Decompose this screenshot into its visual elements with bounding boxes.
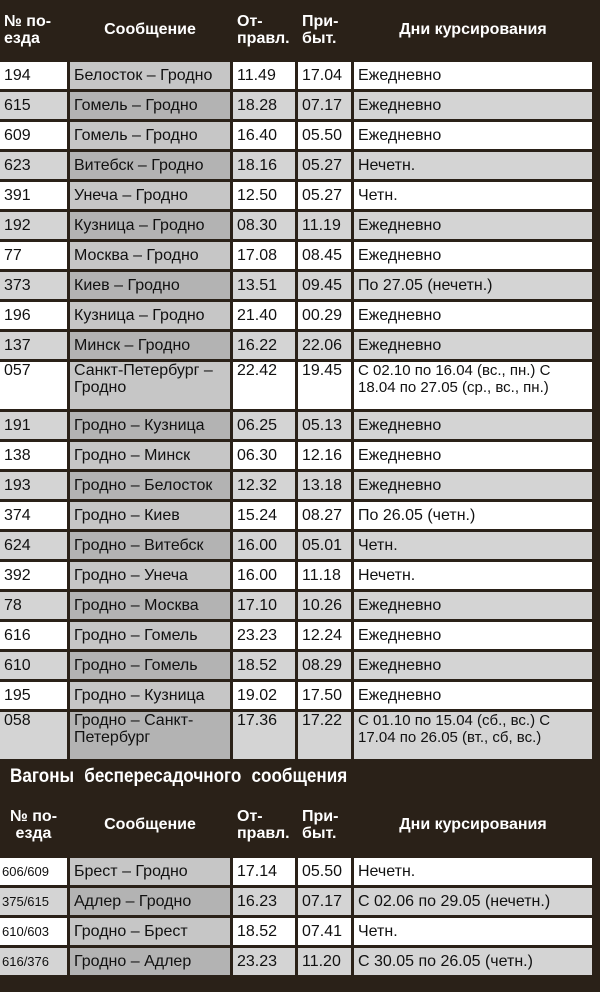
cell-days: Нечетн. [354,858,592,888]
cell-route: Санкт-Петербург – Гродно [70,362,233,412]
cell-arr: 10.26 [298,592,354,622]
cell-dep: 18.52 [233,652,298,682]
cell-route: Брест – Гродно [70,858,233,888]
cell-num: 195 [0,682,70,712]
cell-route: Гродно – Киев [70,502,233,532]
cell-route: Гродно – Витебск [70,532,233,562]
header-days: Дни курсирования [354,794,592,858]
table-row [0,712,592,762]
cell-days: Ежедневно [354,242,592,272]
table-row [0,562,592,592]
cell-num: 193 [0,472,70,502]
cell-route: Гродно – Кузница [70,682,233,712]
cell-days: По 27.05 (нечетн.) [354,272,592,302]
cell-days: Ежедневно [354,622,592,652]
cell-arr: 07.17 [298,888,354,918]
table-row [0,592,592,622]
cell-arr: 05.27 [298,182,354,212]
cell-arr: 11.19 [298,212,354,242]
cell-arr: 00.29 [298,302,354,332]
cell-num: 191 [0,412,70,442]
cell-arr: 07.41 [298,918,354,948]
table-row [0,472,592,502]
cell-dep: 17.08 [233,242,298,272]
cell-num: 606/609 [0,858,70,888]
cell-route: Киев – Гродно [70,272,233,302]
cell-days: С 02.10 по 16.04 (вс., пн.) С 18.04 по 27.05 (ср., вс., пн.) [354,362,592,412]
table-row [0,918,592,948]
cell-arr: 09.45 [298,272,354,302]
cell-dep: 16.22 [233,332,298,362]
cell-dep: 18.52 [233,918,298,948]
cell-route: Адлер – Гродно [70,888,233,918]
cell-dep: 16.23 [233,888,298,918]
cell-dep: 06.25 [233,412,298,442]
header-departure: От-правл. [233,794,298,858]
cell-dep: 17.10 [233,592,298,622]
cell-num: 392 [0,562,70,592]
header-train-number: № по-езда [0,0,70,62]
cell-route: Москва – Гродно [70,242,233,272]
cell-arr: 17.22 [298,712,354,762]
cell-dep: 21.40 [233,302,298,332]
cell-arr: 08.27 [298,502,354,532]
table-row [0,332,592,362]
cell-route: Гомель – Гродно [70,122,233,152]
cell-dep: 08.30 [233,212,298,242]
cell-route: Гродно – Адлер [70,948,233,978]
header-days: Дни курсирования [354,0,592,62]
cell-days: Четн. [354,918,592,948]
cell-route: Минск – Гродно [70,332,233,362]
cell-num: 610 [0,652,70,682]
table-row [0,122,592,152]
cell-dep: 17.14 [233,858,298,888]
cell-dep: 16.00 [233,532,298,562]
cell-num: 375/615 [0,888,70,918]
table-row [0,152,592,182]
cell-dep: 23.23 [233,948,298,978]
table-row [0,532,592,562]
cell-num: 78 [0,592,70,622]
cell-arr: 08.45 [298,242,354,272]
cell-dep: 13.51 [233,272,298,302]
cell-route: Гродно – Гомель [70,622,233,652]
cell-days: Ежедневно [354,302,592,332]
cell-route: Гродно – Белосток [70,472,233,502]
through-cars-header-row [0,794,592,858]
cell-route: Гродно – Гомель [70,652,233,682]
cell-route: Кузница – Гродно [70,302,233,332]
cell-arr: 11.20 [298,948,354,978]
cell-days: Ежедневно [354,442,592,472]
header-route: Сообщение [70,794,233,858]
table-row [0,622,592,652]
cell-route: Гомель – Гродно [70,92,233,122]
cell-route: Витебск – Гродно [70,152,233,182]
cell-num: 374 [0,502,70,532]
cell-route: Гродно – Санкт-Петербург [70,712,233,762]
cell-days: Ежедневно [354,332,592,362]
cell-num: 057 [0,362,70,412]
cell-arr: 08.29 [298,652,354,682]
cell-num: 623 [0,152,70,182]
cell-num: 391 [0,182,70,212]
cell-dep: 17.36 [233,712,298,762]
cell-arr: 11.18 [298,562,354,592]
cell-route: Белосток – Гродно [70,62,233,92]
cell-arr: 12.16 [298,442,354,472]
header-arrival: При-быт. [298,794,354,858]
section-title-through-cars: Вагоны беспересадочного сообщения [10,766,348,787]
table-row [0,362,592,412]
cell-days: С 30.05 по 26.05 (четн.) [354,948,592,978]
cell-dep: 11.49 [233,62,298,92]
cell-num: 624 [0,532,70,562]
table-row [0,242,592,272]
cell-dep: 18.28 [233,92,298,122]
cell-dep: 23.23 [233,622,298,652]
cell-num: 616 [0,622,70,652]
cell-dep: 18.16 [233,152,298,182]
cell-arr: 07.17 [298,92,354,122]
cell-route: Унеча – Гродно [70,182,233,212]
cell-dep: 19.02 [233,682,298,712]
cell-route: Гродно – Брест [70,918,233,948]
table-row [0,92,592,122]
table-row [0,62,592,92]
cell-days: Ежедневно [354,62,592,92]
cell-dep: 22.42 [233,362,298,412]
cell-num: 609 [0,122,70,152]
cell-num: 058 [0,712,70,762]
cell-days: Ежедневно [354,592,592,622]
cell-num: 77 [0,242,70,272]
table-row [0,682,592,712]
cell-arr: 05.13 [298,412,354,442]
cell-num: 196 [0,302,70,332]
cell-dep: 15.24 [233,502,298,532]
cell-days: Нечетн. [354,152,592,182]
cell-arr: 17.50 [298,682,354,712]
cell-days: Четн. [354,182,592,212]
header-departure: От-правл. [233,0,298,62]
cell-days: Ежедневно [354,122,592,152]
cell-route: Кузница – Гродно [70,212,233,242]
cell-num: 194 [0,62,70,92]
cell-num: 137 [0,332,70,362]
cell-dep: 12.32 [233,472,298,502]
cell-arr: 05.50 [298,122,354,152]
cell-num: 373 [0,272,70,302]
table-row [0,212,592,242]
header-train-number: № по-езда [0,794,70,858]
table-row [0,412,592,442]
cell-route: Гродно – Унеча [70,562,233,592]
cell-days: Нечетн. [354,562,592,592]
cell-days: По 26.05 (четн.) [354,502,592,532]
table-row [0,182,592,212]
cell-arr: 13.18 [298,472,354,502]
table-row [0,858,592,888]
cell-arr: 05.50 [298,858,354,888]
cell-arr: 17.04 [298,62,354,92]
table-row [0,302,592,332]
cell-days: Ежедневно [354,92,592,122]
cell-num: 615 [0,92,70,122]
table-row [0,948,592,978]
cell-days: Четн. [354,532,592,562]
cell-days: С 02.06 по 29.05 (нечетн.) [354,888,592,918]
cell-dep: 06.30 [233,442,298,472]
table-header-row [0,0,592,62]
cell-route: Гродно – Москва [70,592,233,622]
cell-num: 610/603 [0,918,70,948]
table-row [0,502,592,532]
cell-days: Ежедневно [354,652,592,682]
cell-num: 192 [0,212,70,242]
header-arrival: При-быт. [298,0,354,62]
cell-num: 138 [0,442,70,472]
cell-route: Гродно – Минск [70,442,233,472]
cell-num: 616/376 [0,948,70,978]
cell-days: С 01.10 по 15.04 (сб., вс.) С 17.04 по 26.05 (вт., сб, вс.) [354,712,592,762]
cell-days: Ежедневно [354,212,592,242]
cell-route: Гродно – Кузница [70,412,233,442]
cell-dep: 16.40 [233,122,298,152]
cell-days: Ежедневно [354,412,592,442]
cell-days: Ежедневно [354,682,592,712]
cell-days: Ежедневно [354,472,592,502]
table-row [0,652,592,682]
cell-arr: 05.01 [298,532,354,562]
cell-dep: 12.50 [233,182,298,212]
cell-arr: 05.27 [298,152,354,182]
through-cars-table [0,794,592,978]
table-row [0,888,592,918]
header-route: Сообщение [70,0,233,62]
table-row [0,442,592,472]
table-row [0,272,592,302]
cell-arr: 12.24 [298,622,354,652]
cell-arr: 22.06 [298,332,354,362]
cell-dep: 16.00 [233,562,298,592]
cell-arr: 19.45 [298,362,354,412]
